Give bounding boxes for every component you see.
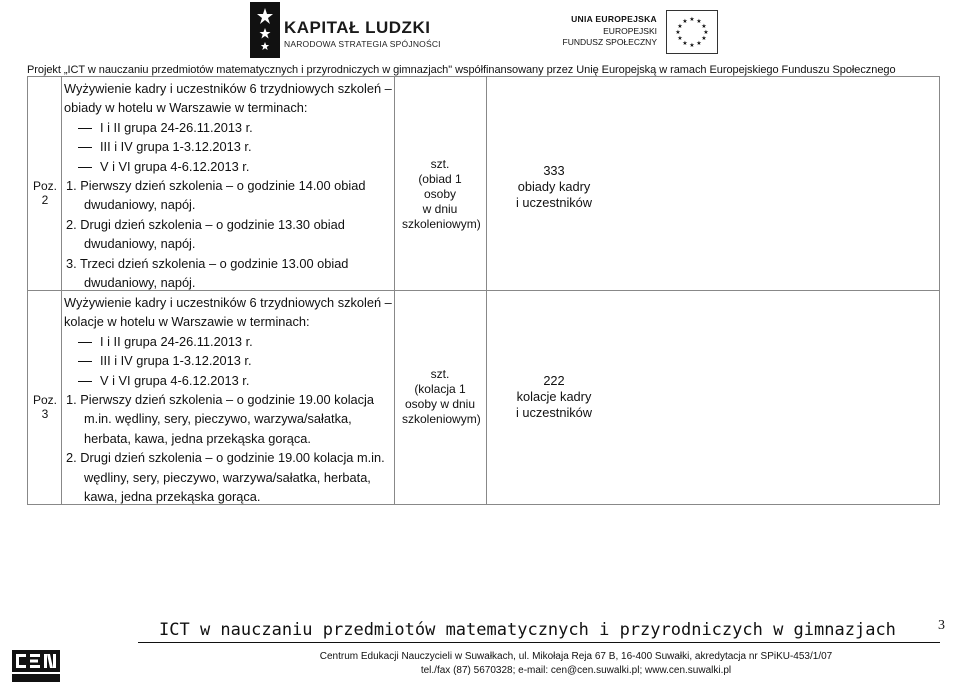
svg-text:★: ★: [701, 23, 707, 30]
svg-text:★: ★: [701, 35, 707, 42]
quantity-line: obiady kadry: [517, 179, 591, 194]
svg-text:★: ★: [675, 29, 681, 36]
day-item: 1. Pierwszy dzień szkolenia – o godzinie 19.00 kolacja: [66, 392, 375, 408]
eu-line-3: FUNDUSZ SPOŁECZNY: [562, 37, 657, 47]
svg-text:★: ★: [696, 18, 702, 25]
table-row: [64, 293, 394, 506]
day-item: 1. Pierwszy dzień szkolenia – o godzinie 14.00 obiad: [66, 178, 366, 194]
day-item-cont: dwudaniowy, napój.: [84, 197, 196, 213]
unit-cell: [402, 367, 481, 427]
page-number: 3: [938, 618, 945, 633]
dash-icon: [78, 361, 92, 362]
row-intro: Wyżywienie kadry i uczestników 6 trzydniowych szkoleń –: [64, 295, 392, 310]
kapital-ludzki-logo: [250, 2, 450, 58]
quantity-line: i uczestników: [515, 405, 593, 420]
day-item: 2. Drugi dzień szkolenia – o godzinie 13.30 obiad: [66, 216, 345, 232]
unit-line: (kolacja 1: [414, 382, 466, 396]
day-item-cont: wędliny, sery, pieczywo, warzywa/sałatka, herbata,: [84, 469, 371, 485]
eu-line-2: EUROPEJSKI: [603, 26, 657, 36]
row-intro: Wyżywienie kadry i uczestników 6 trzydniowych szkoleń –: [64, 81, 392, 96]
term: I i II grupa 24-26.11.2013 r.: [100, 333, 253, 349]
row-intro: kolacje w hotelu w Warszawie w terminach:: [64, 314, 310, 330]
day-item: 3. Trzeci dzień szkolenia – o godzinie 13.00 obiad: [66, 255, 349, 271]
kapital-ludzki-emblem-icon: [250, 2, 280, 58]
kapital-ludzki-subtitle: NARODOWA STRATEGIA SPÓJNOŚCI: [284, 39, 441, 49]
eu-flag-icon: [666, 10, 718, 54]
quantity-cell: [487, 373, 621, 421]
svg-text:★: ★: [689, 16, 695, 23]
position-label: Poz. 3: [32, 393, 57, 421]
day-item-cont: herbata, kawa, jedna przekąska gorąca.: [84, 430, 311, 446]
items-table: [27, 76, 940, 505]
dash-icon: [78, 128, 92, 129]
eu-line-1: UNIA EUROPEJSKA: [571, 14, 657, 24]
svg-text:★: ★: [696, 40, 702, 47]
quantity-value: 222: [543, 373, 565, 388]
quantity-value: 333: [543, 163, 565, 178]
quantity-line: kolacje kadry: [516, 389, 592, 404]
footer-title: ICT w nauczaniu przedmiotów matematycznych i przyrodniczych w gimnazjach: [159, 620, 896, 640]
unit-line: szkoleniowym): [402, 217, 481, 231]
unit-line: (obiad 1 osoby: [418, 172, 462, 201]
footer-address: [256, 650, 896, 678]
day-item-cont: dwudaniowy, napój.: [84, 236, 196, 252]
unit-cell: [402, 157, 481, 232]
dash-icon: [78, 342, 92, 343]
dash-icon: [78, 381, 92, 382]
row-intro: obiady w hotelu w Warszawie w terminach:: [64, 100, 308, 116]
quantity-cell: [487, 163, 621, 211]
unit-line: szkoleniowym): [402, 412, 481, 426]
dash-icon: [78, 167, 92, 168]
svg-text:★: ★: [677, 35, 683, 42]
project-header: Projekt „ICT w nauczaniu przedmiotów matematycznych i przyrodniczych w gimnazjach" współfinansowany przez Unię Europejską w ramach Europejskiego Funduszu Społecznego: [27, 64, 896, 76]
svg-text:★: ★: [682, 40, 688, 47]
svg-text:★: ★: [703, 29, 709, 36]
day-item-cont: kawa, jedna przekąska gorąca.: [84, 489, 261, 505]
term: III i IV grupa 1-3.12.2013 r.: [100, 139, 252, 155]
day-item-cont: dwudaniowy, napój.: [84, 275, 196, 291]
day-item-cont: m.in. wędliny, sery, pieczywo, warzywa/sałatka,: [84, 411, 352, 427]
svg-text:★: ★: [689, 42, 695, 49]
unit-line: szt.: [430, 157, 450, 171]
eu-logo-text: [555, 14, 657, 54]
term: I i II grupa 24-26.11.2013 r.: [100, 119, 253, 135]
table-row: [64, 79, 394, 292]
unit-line: w dniu: [422, 202, 458, 216]
unit-line: osoby w dniu: [404, 397, 476, 411]
svg-text:★: ★: [677, 23, 683, 30]
day-item: 2. Drugi dzień szkolenia – o godzinie 19.00 kolacja m.in.: [66, 450, 385, 466]
unit-line: szt.: [430, 367, 450, 381]
footer-divider: [138, 642, 940, 643]
term: V i VI grupa 4-6.12.2013 r.: [100, 372, 250, 388]
contact-line: tel./fax (87) 5670328; e-mail: cen@cen.suwalki.pl; www.cen.suwalki.pl: [420, 665, 732, 676]
term: V i VI grupa 4-6.12.2013 r.: [100, 158, 250, 174]
kapital-ludzki-title: KAPITAŁ LUDZKI: [284, 18, 431, 37]
quantity-line: i uczestników: [515, 195, 593, 210]
address-line: Centrum Edukacji Nauczycieli w Suwałkach, ul. Mikołaja Reja 67 B, 16-400 Suwałki, akredytacja nr SPiKU-453/1/07: [319, 651, 833, 662]
dash-icon: [78, 147, 92, 148]
svg-text:★: ★: [682, 18, 688, 25]
cen-logo-icon: [12, 650, 60, 682]
term: III i IV grupa 1-3.12.2013 r.: [100, 353, 252, 369]
position-label: Poz. 2: [32, 179, 57, 207]
